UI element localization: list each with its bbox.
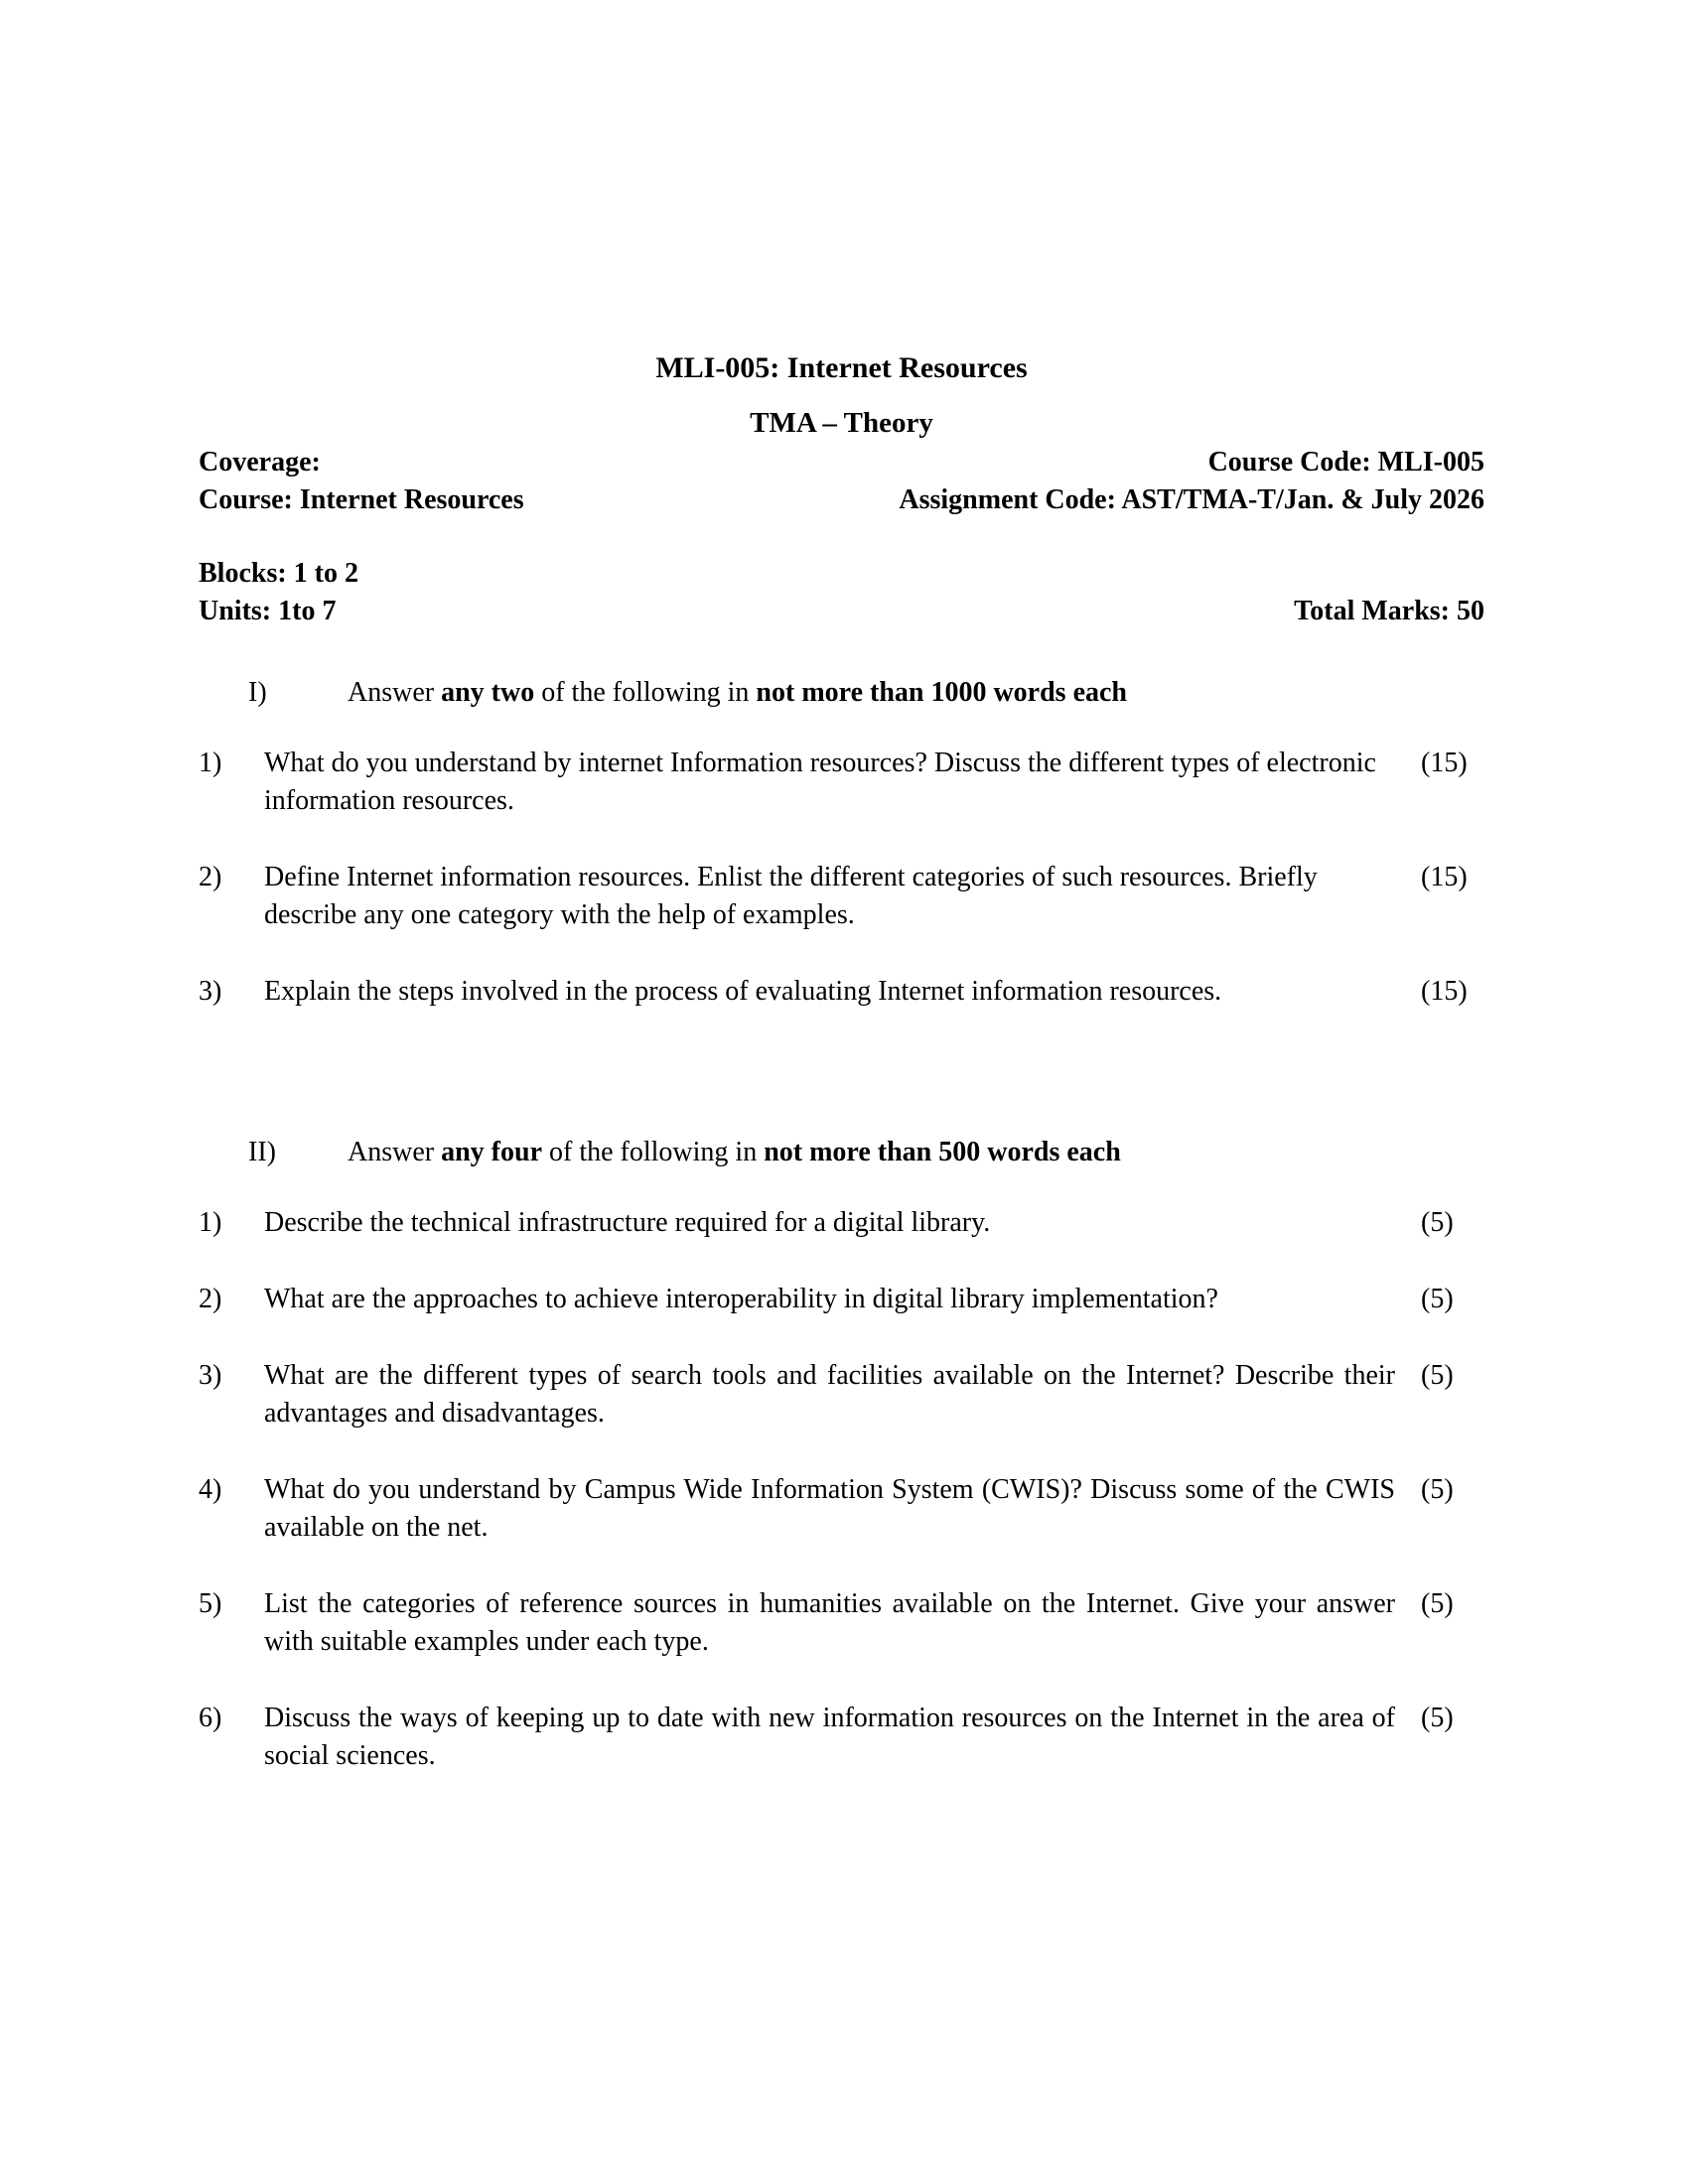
question-marks: (5) bbox=[1421, 1703, 1454, 1733]
question-marks: (5) bbox=[1421, 1474, 1454, 1505]
course-name: Course: Internet Resources bbox=[199, 484, 524, 515]
question-row bbox=[199, 1357, 1484, 1433]
meta-row-coverage bbox=[199, 444, 1484, 481]
meta-row-units bbox=[199, 593, 1484, 630]
document-subtitle: TMA – Theory bbox=[750, 407, 933, 439]
meta-row-course bbox=[199, 481, 1484, 519]
question-text: Explain the steps involved in the process of evaluating Internet information resources. bbox=[264, 976, 1222, 1007]
blocks-label: Blocks: 1 to 2 bbox=[199, 558, 358, 589]
question-text: List the categories of reference sources in humanities available on the Internet. Give your answer with suitable examples under each type. bbox=[264, 1588, 1395, 1657]
question-marks: (15) bbox=[1421, 748, 1468, 778]
question-number: 3) bbox=[199, 976, 222, 1007]
question-marks: (5) bbox=[1421, 1588, 1454, 1619]
coverage-label: Coverage: bbox=[199, 447, 321, 478]
question-row bbox=[199, 973, 1484, 1011]
question-number: 5) bbox=[199, 1588, 222, 1619]
question-marks: (5) bbox=[1421, 1207, 1454, 1238]
section-2-instruction bbox=[348, 1134, 1121, 1171]
question-row bbox=[199, 1204, 1484, 1242]
question-row bbox=[199, 1281, 1484, 1318]
question-text: What do you understand by Campus Wide Information System (CWIS)? Discuss some of the CWIS available on the net. bbox=[264, 1474, 1395, 1543]
question-text: What are the different types of search tools and facilities available on the Internet? Describe their advantages and disadvantages. bbox=[264, 1360, 1395, 1429]
question-text: What do you understand by internet Information resources? Discuss the different types of electronic information resources. bbox=[264, 748, 1376, 816]
question-row bbox=[199, 1471, 1484, 1547]
document-title: MLI-005: Internet Resources bbox=[655, 351, 1028, 384]
question-text: Define Internet information resources. Enlist the different categories of such resources. Briefly describe any one category with the help of examples. bbox=[264, 862, 1318, 930]
question-marks: (5) bbox=[1421, 1360, 1454, 1391]
question-row bbox=[199, 1585, 1484, 1661]
question-row bbox=[199, 745, 1484, 820]
instruction-bold: not more than 1000 words each bbox=[756, 677, 1128, 708]
instruction-bold: any two bbox=[441, 677, 535, 708]
question-marks: (15) bbox=[1421, 862, 1468, 892]
units-label: Units: 1to 7 bbox=[199, 596, 337, 626]
section-2-heading bbox=[248, 1134, 1484, 1171]
course-code: Course Code: MLI-005 bbox=[1207, 447, 1484, 478]
question-row bbox=[199, 1700, 1484, 1775]
question-marks: (15) bbox=[1421, 976, 1468, 1007]
question-number: 2) bbox=[199, 862, 222, 892]
question-text: Discuss the ways of keeping up to date with new information resources on the Internet in the area of social sciences. bbox=[264, 1703, 1395, 1771]
question-row bbox=[199, 859, 1484, 934]
question-number: 1) bbox=[199, 1207, 222, 1238]
instruction-text: of the following in bbox=[542, 1137, 765, 1167]
question-number: 4) bbox=[199, 1474, 222, 1505]
section-1-heading bbox=[248, 674, 1484, 712]
instruction-bold: not more than 500 words each bbox=[764, 1137, 1121, 1167]
question-marks: (5) bbox=[1421, 1284, 1454, 1314]
instruction-text: of the following in bbox=[534, 677, 757, 708]
question-text: Describe the technical infrastructure required for a digital library. bbox=[264, 1207, 991, 1238]
question-number: 6) bbox=[199, 1703, 222, 1733]
assignment-code: Assignment Code: AST/TMA-T/Jan. & July 2026 bbox=[899, 484, 1484, 515]
question-number: 2) bbox=[199, 1284, 222, 1314]
total-marks: Total Marks: 50 bbox=[1294, 596, 1484, 626]
question-number: 1) bbox=[199, 748, 222, 778]
question-text: What are the approaches to achieve interoperability in digital library implementation? bbox=[264, 1284, 1218, 1314]
section-1-numeral: I) bbox=[248, 677, 267, 708]
section-1-instruction bbox=[348, 674, 1127, 712]
instruction-text: Answer bbox=[348, 677, 442, 708]
instruction-text: Answer bbox=[348, 1137, 442, 1167]
question-number: 3) bbox=[199, 1360, 222, 1391]
instruction-bold: any four bbox=[441, 1137, 542, 1167]
section-2-numeral: II) bbox=[248, 1137, 276, 1167]
